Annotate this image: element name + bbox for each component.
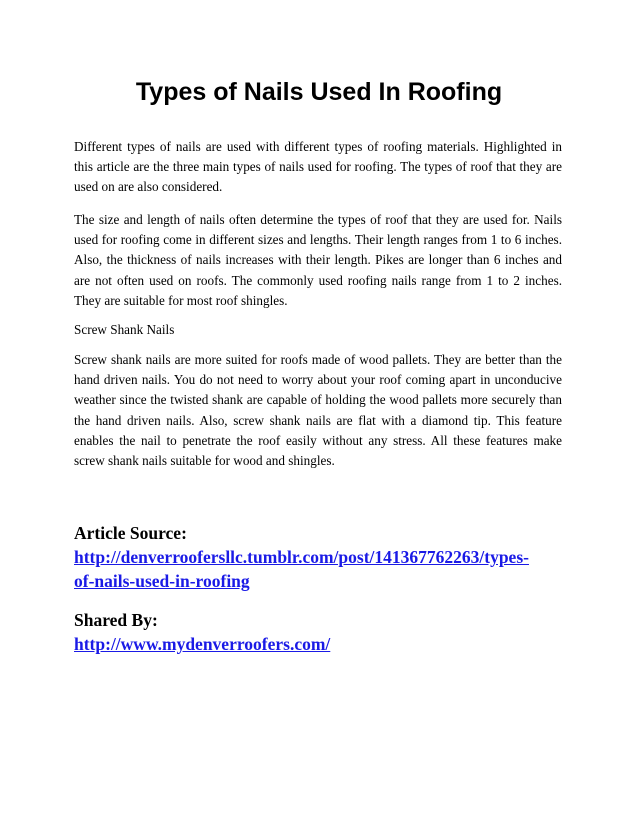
paragraph-size-length: The size and length of nails often determine the types of roof that they are used for. Nails used for roofing come in different sizes and lengths. Their length ranges from 1 to 6 inches. Also, the thickness of nails increases with their length. Pikes are longer than 6 inches and are not often used on roofs. The commonly used roofing nails range from 1 to 2 inches. They are suitable for most roof shingles.: [74, 212, 562, 308]
article-source-link-block: [74, 545, 574, 593]
paragraph-intro: Different types of nails are used with different types of roofing materials. Highlighted in this article are the three main types of nails used for roofing. The types of roof that they are used on are also considered.: [74, 139, 562, 195]
article-source-label: Article Source:: [74, 523, 187, 543]
shared-by-link[interactable]: http://www.mydenverroofers.com/: [74, 634, 331, 654]
page-title: Types of Nails Used In Roofing: [135, 78, 503, 106]
article-source-link[interactable]: [74, 547, 529, 591]
article-source-link-line2: of-nails-used-in-roofing: [74, 571, 250, 591]
article-source-link-line1: http://denverroofersllc.tumblr.com/post/141367762263/types-: [74, 547, 529, 567]
shared-by-label: Shared By:: [74, 610, 158, 630]
section-heading-screw-shank: Screw Shank Nails: [74, 322, 175, 337]
shared-by-link-block: [74, 632, 574, 656]
paragraph-screw-shank: Screw shank nails are more suited for roofs made of wood pallets. They are better than the hand driven nails. You do not need to worry about your roof coming apart in unconducive weather since the twisted shank are capable of holding the wood pallets more securely than the hand driven nails. Also, screw shank nails are flat with a diamond tip. This feature enables the nail to penetrate the roof easily without any stress. All these features make screw shank nails suitable for wood and shingles.: [74, 352, 562, 469]
